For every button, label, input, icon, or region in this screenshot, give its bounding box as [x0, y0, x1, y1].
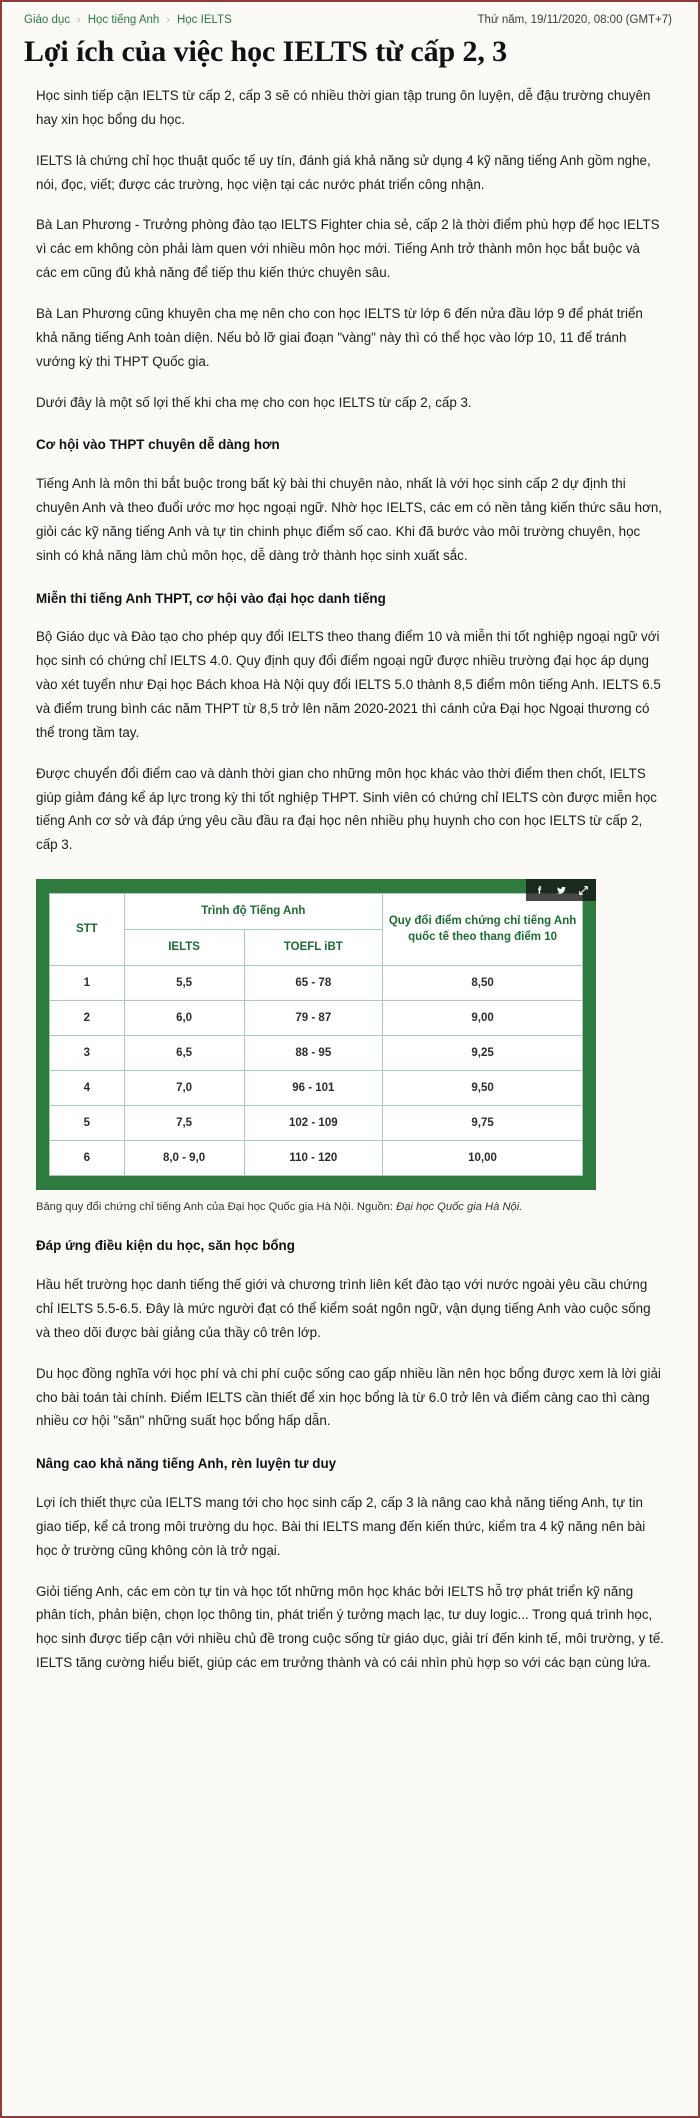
table-header-row-1	[50, 894, 583, 930]
conversion-table	[49, 893, 583, 1175]
publish-timestamp: Thứ năm, 19/11/2020, 08:00 (GMT+7)	[477, 14, 672, 26]
paragraph-12: Giỏi tiếng Anh, các em còn tự tin và học tốt những môn học khác bởi IELTS hỗ trợ phát triển kỹ năng phân tích, phản biện, chọn lọc thông tin, phát triển ý tưởng mạch lạc, tư duy logic... Trong quá trình học, học sinh được tiếp cận với nhiều chủ đề trong cuộc sống từ giáo dục, giải trí đến kinh tế, môi trường, y tế. IELTS tăng cường hiểu biết, giúp các em trưởng thành và có cái nhìn phù hợp so với các bạn cùng lứa.	[36, 1583, 664, 1671]
page-title: Lợi ích của việc học IELTS từ cấp 2, 3	[24, 35, 508, 68]
table-row	[50, 1000, 583, 1035]
table-header-toefl: TOEFL iBT	[244, 929, 383, 965]
section-heading-1: Cơ hội vào THPT chuyên dễ dàng hơn	[36, 437, 280, 453]
paragraph-3: Bà Lan Phương - Trưởng phòng đào tạo IELTS Fighter chia sẻ, cấp 2 là thời điểm phù hợp để học IELTS vì các em không còn phải làm quen với nhiều môn học mới. Tiếng Anh trở thành môn học bắt buộc và các em cũng đủ khả năng để tiếp thu kiến thức chuyên sâu.	[36, 217, 660, 281]
cell-toefl: 110 - 120	[244, 1140, 383, 1175]
paragraph-10: Du học đồng nghĩa với học phí và chi phí cuộc sống cao gấp nhiều lần nên học bổng được xem là lời giải cho bài toán tài chính. Điểm IELTS cần thiết để xin học bổng là từ 6.0 trở lên và điểm càng cao thì càng nhiều cơ hội "săn" những suất học bổng hấp dẫn.	[36, 1365, 661, 1429]
table-row	[50, 1140, 583, 1175]
cell-stt: 2	[50, 1000, 125, 1035]
cell-stt: 5	[50, 1105, 125, 1140]
cell-conversion: 9,75	[383, 1105, 583, 1140]
section-heading-3: Đáp ứng điều kiện du học, săn học bổng	[36, 1238, 295, 1254]
cell-toefl: 88 - 95	[244, 1035, 383, 1070]
conversion-table-figure	[36, 879, 664, 1215]
twitter-share-icon[interactable]	[550, 879, 572, 901]
cell-toefl: 96 - 101	[244, 1070, 383, 1105]
cell-stt: 4	[50, 1070, 125, 1105]
cell-stt: 6	[50, 1140, 125, 1175]
table-row	[50, 1105, 583, 1140]
breadcrumb-item-hoc-tieng-anh[interactable]: Học tiếng Anh	[87, 14, 160, 26]
cell-toefl: 65 - 78	[244, 965, 383, 1000]
table-row	[50, 965, 583, 1000]
cell-ielts: 6,5	[124, 1035, 244, 1070]
section-heading-4: Nâng cao khả năng tiếng Anh, rèn luyện tư duy	[36, 1456, 337, 1472]
article-topbar	[2, 2, 698, 30]
paragraph-9: Hầu hết trường học danh tiếng thế giới và chương trình liên kết đào tạo với nước ngoài yêu cầu chứng chỉ IELTS 5.5-6.5. Đây là mức người đạt có thể kiểm soát ngôn ngữ, vận dụng tiếng Anh vào cuộc sống và theo dõi được bài giảng của thầy cô trên lớp.	[36, 1277, 651, 1340]
table-header-ielts: IELTS	[124, 929, 244, 965]
share-toolbar[interactable]	[526, 879, 596, 901]
table-body	[50, 965, 583, 1175]
figure-caption-text: Bảng quy đổi chứng chỉ tiếng Anh của Đại học Quốc gia Hà Nội. Nguồn:	[36, 1200, 397, 1213]
table-head	[50, 894, 583, 965]
facebook-share-icon[interactable]	[528, 879, 550, 901]
breadcrumb-separator-icon: ›	[166, 14, 170, 26]
table-header-group: Trình độ Tiếng Anh	[124, 894, 383, 930]
cell-conversion: 9,50	[383, 1070, 583, 1105]
section-heading-2: Miễn thi tiếng Anh THPT, cơ hội vào đại học danh tiếng	[36, 590, 386, 606]
cell-conversion: 10,00	[383, 1140, 583, 1175]
cell-conversion: 9,00	[383, 1000, 583, 1035]
paragraph-5: Dưới đây là một số lợi thế khi cha mẹ cho con học IELTS từ cấp 2, cấp 3.	[36, 394, 472, 410]
paragraph-4: Bà Lan Phương cũng khuyên cha mẹ nên cho con học IELTS từ lớp 6 đến nửa đầu lớp 9 để phát triển khả năng tiếng Anh toàn diện. Nếu bỏ lỡ giai đoạn "vàng" này thì có thể học vào lớp 10, 11 để tránh vướng kỳ thi THPT Quốc gia.	[36, 306, 643, 369]
cell-ielts: 7,5	[124, 1105, 244, 1140]
breadcrumb-separator-icon: ›	[77, 14, 81, 26]
paragraph-6: Tiếng Anh là môn thi bắt buộc trong bất kỳ bài thi chuyên nào, nhất là với học sinh cấp 2 dự định thi chuyên Anh và theo đuổi ước mơ học ngoại ngữ. Nhờ học IELTS, các em có nền tảng kiến thức sâu hơn, giỏi các kỹ năng tiếng Anh và tự tin chinh phục điểm số cao. Khi đã bước vào môi trường chuyên, học sinh có khả năng làm chủ môn học, dễ dàng trở thành học sinh xuất sắc.	[36, 476, 663, 563]
cell-conversion: 8,50	[383, 965, 583, 1000]
cell-toefl: 102 - 109	[244, 1105, 383, 1140]
paragraph-2: IELTS là chứng chỉ học thuật quốc tế uy tín, đánh giá khả năng sử dụng 4 kỹ năng tiếng Anh gồm nghe, nói, đọc, viết; được các trường, học viện tại các nước phát triển công nhận.	[36, 152, 651, 192]
cell-ielts: 6,0	[124, 1000, 244, 1035]
article-body	[2, 84, 698, 1675]
cell-ielts: 8,0 - 9,0	[124, 1140, 244, 1175]
table-row	[50, 1070, 583, 1105]
table-header-conversion: Quy đổi điểm chứng chỉ tiếng Anh quốc tế theo thang điểm 10	[383, 894, 583, 965]
cell-ielts: 7,0	[124, 1070, 244, 1105]
expand-icon[interactable]	[572, 879, 594, 901]
table-header-stt: STT	[50, 894, 125, 965]
figure-frame	[36, 879, 596, 1189]
paragraph-11: Lợi ích thiết thực của IELTS mang tới cho học sinh cấp 2, cấp 3 là nâng cao khả năng tiếng Anh, tự tin giao tiếp, kể cả trong môi trường du học. Bài thi IELTS mang đến kiến thức, kiểm tra 4 kỹ năng nên bài học ở trường cũng không còn là trở ngại.	[36, 1495, 646, 1558]
cell-toefl: 79 - 87	[244, 1000, 383, 1035]
cell-conversion: 9,25	[383, 1035, 583, 1070]
table-row	[50, 1035, 583, 1070]
cell-stt: 1	[50, 965, 125, 1000]
paragraph-8: Được chuyển đổi điểm cao và dành thời gian cho những môn học khác vào thời điểm then chốt, IELTS giúp giảm đáng kể áp lực trong kỳ thi tốt nghiệp THPT. Sinh viên có chứng chỉ IELTS còn được miễn học tiếng Anh cơ sở và đáp ứng yêu cầu đầu ra đại học nên nhiều phụ huynh cho con học IELTS từ cấp 2, cấp 3.	[36, 765, 657, 853]
breadcrumb-item-giao-duc[interactable]: Giáo dục	[24, 14, 71, 26]
figure-caption	[36, 1199, 664, 1216]
paragraph-7: Bộ Giáo dục và Đào tạo cho phép quy đổi IELTS theo thang điểm 10 và miễn thi tốt nghiệp ngoại ngữ với học sinh có chứng chỉ IELTS 4.0. Quy định quy đổi điểm ngoại ngữ được nhiều trường đại học áp dụng vào xét tuyển như Đại học Bách khoa Hà Nội quy đổi IELTS 5.0 thành 8,5 điểm môn tiếng Anh. IELTS 6.5 và điểm trung bình các năm THPT từ 8,5 trở lên năm 2020-2021 thì cánh cửa Đại học Ngoại thương có thể trong tầm tay.	[36, 629, 661, 740]
figure-caption-source[interactable]: Đại học Quốc gia Hà Nội.	[396, 1200, 523, 1213]
cell-stt: 3	[50, 1035, 125, 1070]
breadcrumb-item-hoc-ielts[interactable]: Học IELTS	[176, 14, 232, 26]
cell-ielts: 5,5	[124, 965, 244, 1000]
paragraph-1: Học sinh tiếp cận IELTS từ cấp 2, cấp 3 sẽ có nhiều thời gian tập trung ôn luyện, dễ đậu trường chuyên hay xin học bổng du học.	[36, 88, 651, 127]
breadcrumb	[24, 14, 232, 26]
